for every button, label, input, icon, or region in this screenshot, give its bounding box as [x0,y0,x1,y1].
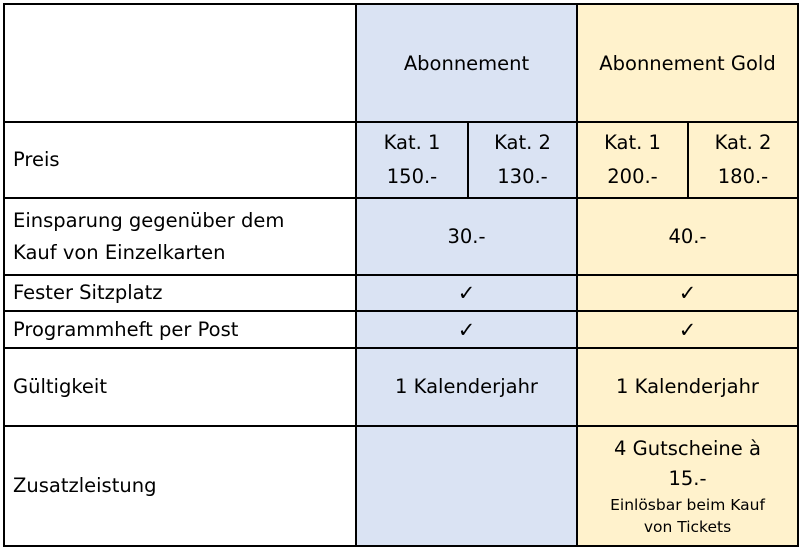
programmheft-gold-check-icon: ✓ [577,311,798,348]
kat-price: 150.- [386,165,438,188]
kat-name: Kat. 1 [604,131,661,154]
row-label-sitzplatz: Fester Sitzplatz [4,275,356,311]
programmheft-abo-check-icon: ✓ [356,311,577,348]
kat-price: 130.- [497,165,548,188]
row-label-programmheft: Programmheft per Post [4,311,356,348]
sitzplatz-gold-check-icon: ✓ [577,275,798,311]
header-abonnement-gold: Abonnement Gold [577,4,798,122]
gold-kat1-cell [577,122,688,198]
kat-name: Kat. 2 [494,131,551,154]
kat-price: 180.- [717,165,769,188]
row-preis [4,122,798,198]
kat-name: Kat. 2 [714,131,772,154]
row-sitzplatz [4,275,798,311]
abo-kat2-cell [468,122,577,198]
row-programmheft [4,311,798,348]
row-label-zusatzleistung: Zusatzleistung [4,426,356,546]
gueltigkeit-gold: 1 Kalenderjahr [577,348,798,426]
zusatz-gold [577,426,798,546]
zusatz-abo [356,426,577,546]
gold-kat2-cell [688,122,798,198]
row-einsparung [4,198,798,275]
zusatz-gold-line2: 15.- [668,467,707,490]
einsparung-gold: 40.- [577,198,798,275]
kat-price: 200.- [607,165,658,188]
zusatz-gold-line1: 4 Gutscheine à [614,437,761,460]
zusatz-gold-note-line1: Einlösbar beim Kauf [610,496,765,514]
kat-name: Kat. 1 [383,131,441,154]
header-corner-cell [4,4,356,122]
einsparung-label-line2: Kauf von Einzelkarten [13,240,226,264]
einsparung-label-line1: Einsparung gegenüber dem [13,208,285,232]
abo-kat1-cell [356,122,468,198]
row-gueltigkeit [4,348,798,426]
row-label-gueltigkeit: Gültigkeit [4,348,356,426]
einsparung-abo: 30.- [356,198,577,275]
sitzplatz-abo-check-icon: ✓ [356,275,577,311]
row-label-einsparung [4,198,356,275]
header-abonnement: Abonnement [356,4,577,122]
subscription-comparison-table [3,3,799,547]
gueltigkeit-abo: 1 Kalenderjahr [356,348,577,426]
row-zusatzleistung [4,426,798,546]
zusatz-gold-note-line2: von Tickets [643,518,732,536]
row-label-preis: Preis [4,122,356,198]
header-row [4,4,798,122]
